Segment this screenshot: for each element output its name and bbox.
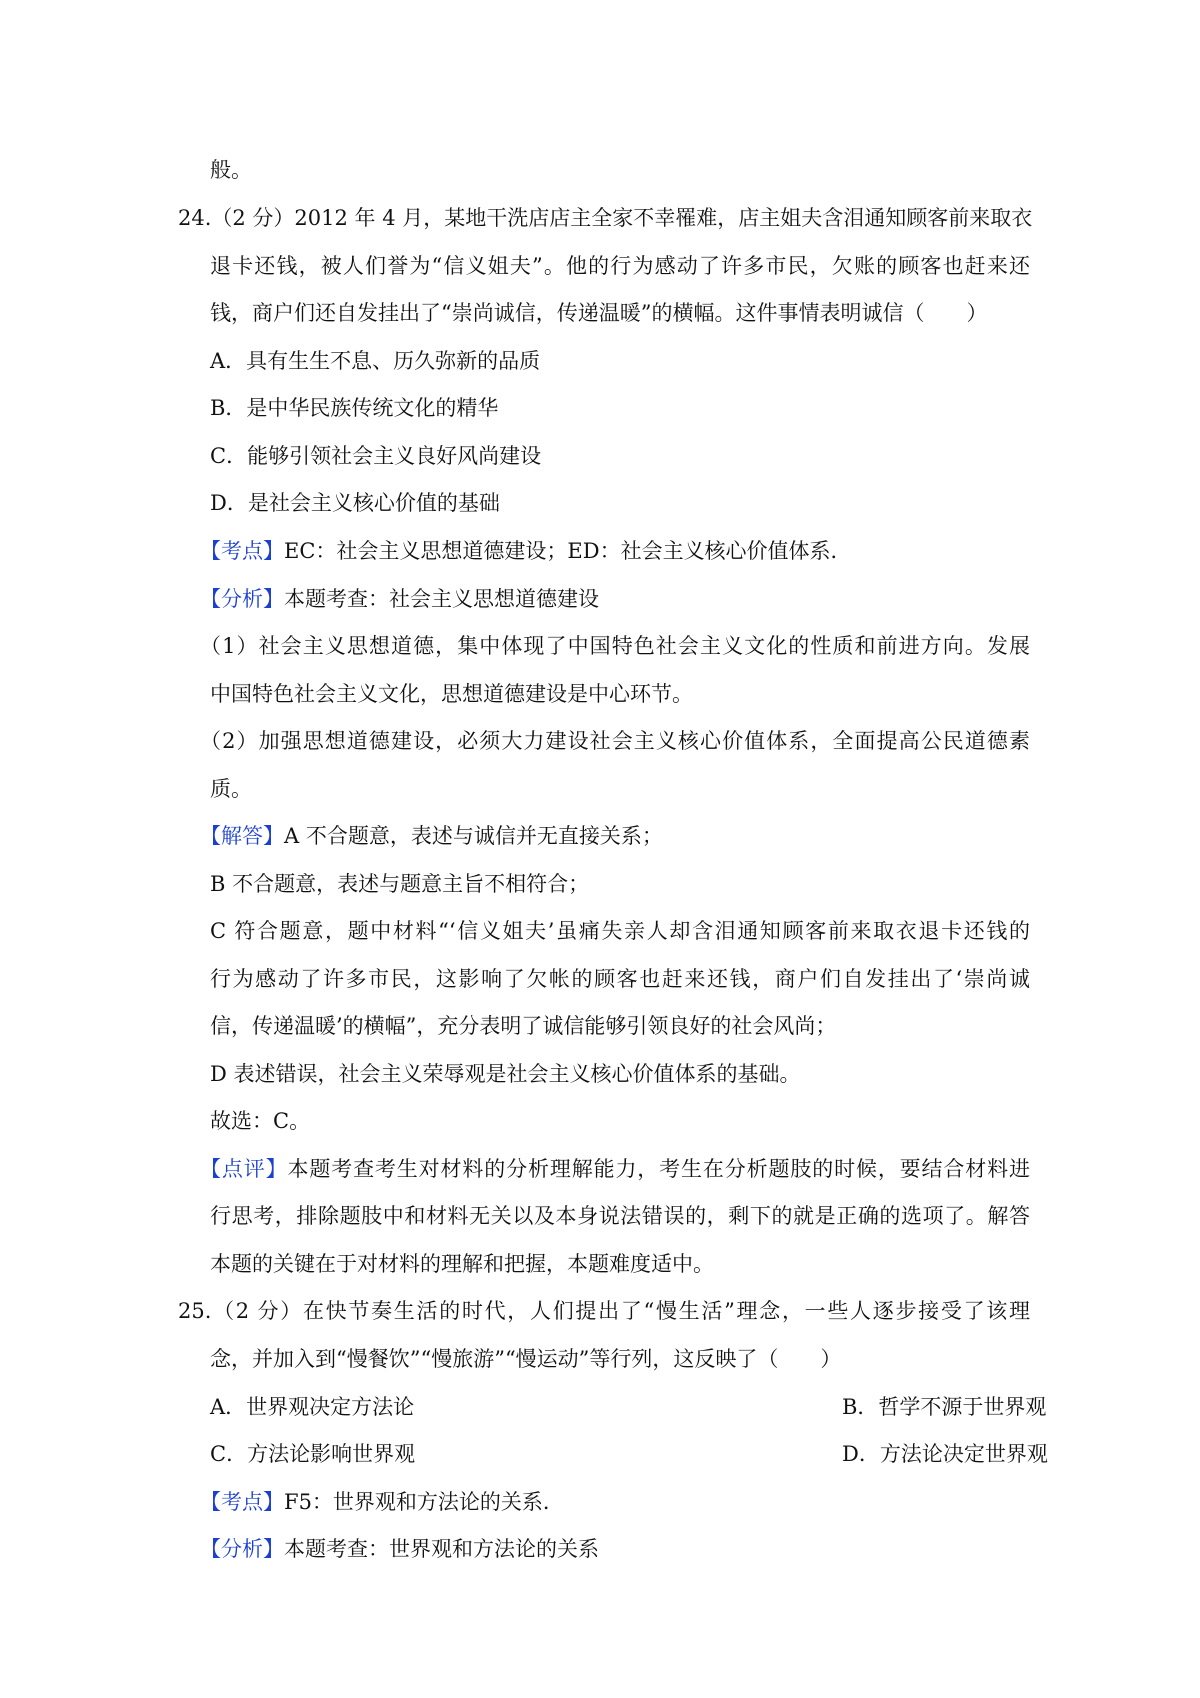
jieda-line-3: 行为感动了许多市民，这影响了欠帐的顾客也赶来还钱，商户们自发挂出了‘崇尚诚	[210, 967, 1030, 991]
q25-options-row-1	[210, 1383, 1047, 1431]
q24-stem-line-1: 24.（2 分）2012 年 4 月，某地干洗店店主全家不幸罹难，店主姐夫含泪通知顾客前来取衣	[178, 206, 1033, 230]
dianping-tag: 【点评】	[200, 1157, 288, 1181]
q24-option-d: D．是社会主义核心价值的基础	[210, 491, 500, 515]
kaodian-tag: 【考点】	[200, 539, 284, 563]
fenxi-line-3: （2）加强思想道德建设，必须大力建设社会主义核心价值体系，全面提高公民道德素	[200, 729, 1030, 753]
jieda-line-6: 故选：C。	[210, 1109, 311, 1133]
q24-option-a: A．具有生生不息、历久弥新的品质	[210, 349, 541, 373]
fenxi-text: 本题考查：世界观和方法论的关系	[284, 1537, 599, 1561]
fenxi-line-4: 质。	[210, 777, 252, 801]
q25-option-d: D．方法论决定世界观	[842, 1442, 1048, 1466]
q25-option-c: C．方法论影响世界观	[210, 1442, 416, 1466]
q25-stem-line-2: 念，并加入到“慢餐饮”“慢旅游”“慢运动”等行列，这反映了（ ）	[210, 1347, 842, 1371]
q24-dianping	[200, 1145, 1030, 1193]
kaodian-text: EC：社会主义思想道德建设；ED：社会主义核心价值体系．	[284, 539, 852, 563]
kaodian-text: F5：世界观和方法论的关系．	[284, 1490, 564, 1514]
q25-option-b: B．哲学不源于世界观	[842, 1395, 1047, 1419]
dianping-line-1: 行思考，排除题肢中和材料无关以及本身说法错误的，剩下的就是正确的选项了。解答	[210, 1204, 1030, 1228]
jieda-text: A 不合题意，表述与诚信并无直接关系；	[284, 824, 663, 848]
fenxi-tag: 【分析】	[200, 587, 284, 611]
q25-fenxi	[200, 1525, 1020, 1573]
q25-option-a: A．世界观决定方法论	[210, 1395, 415, 1419]
q25-options-row-2	[210, 1430, 1048, 1478]
fenxi-line-2: 中国特色社会主义文化，思想道德建设是中心环节。	[210, 682, 693, 706]
q24-fenxi	[200, 575, 1020, 623]
jieda-tag: 【解答】	[200, 824, 284, 848]
fenxi-tag: 【分析】	[200, 1537, 284, 1561]
jieda-line-4: 信，传递温暖’的横幅”，充分表明了诚信能够引领良好的社会风尚；	[210, 1014, 837, 1038]
lead-in-text: 般。	[210, 158, 252, 182]
q24-jieda	[200, 812, 1020, 860]
fenxi-line-1: （1）社会主义思想道德，集中体现了中国特色社会主义文化的性质和前进方向。发展	[200, 634, 1030, 658]
dianping-line-2: 本题的关键在于对材料的理解和把握，本题难度适中。	[210, 1252, 714, 1276]
q25-kaodian	[200, 1478, 1020, 1526]
q25-stem-line-1: 25.（2 分）在快节奏生活的时代，人们提出了“慢生活”理念，一些人逐步接受了该理	[178, 1299, 1030, 1323]
q24-stem-line-2: 退卡还钱，被人们誉为“信义姐夫”。他的行为感动了许多市民，欠账的顾客也赶来还	[210, 254, 1030, 278]
jieda-line-1: B 不合题意，表述与题意主旨不相符合；	[210, 872, 590, 896]
q24-option-b: B．是中华民族传统文化的精华	[210, 396, 499, 420]
fenxi-text: 本题考查：社会主义思想道德建设	[284, 587, 599, 611]
dianping-text: 本题考查考生对材料的分析理解能力，考生在分析题肢的时候，要结合材料进	[287, 1157, 1031, 1181]
q24-kaodian	[200, 527, 1020, 575]
q24-option-c: C．能够引领社会主义良好风尚建设	[210, 444, 542, 468]
kaodian-tag: 【考点】	[200, 1490, 284, 1514]
q24-stem-line-3: 钱，商户们还自发挂出了“崇尚诚信，传递温暖”的横幅。这件事情表明诚信（ ）	[210, 301, 988, 325]
jieda-line-5: D 表述错误，社会主义荣辱观是社会主义核心价值体系的基础。	[210, 1062, 801, 1086]
jieda-line-2: C 符合题意，题中材料“‘信义姐夫’虽痛失亲人却含泪通知顾客前来取衣退卡还钱的	[210, 919, 1030, 943]
